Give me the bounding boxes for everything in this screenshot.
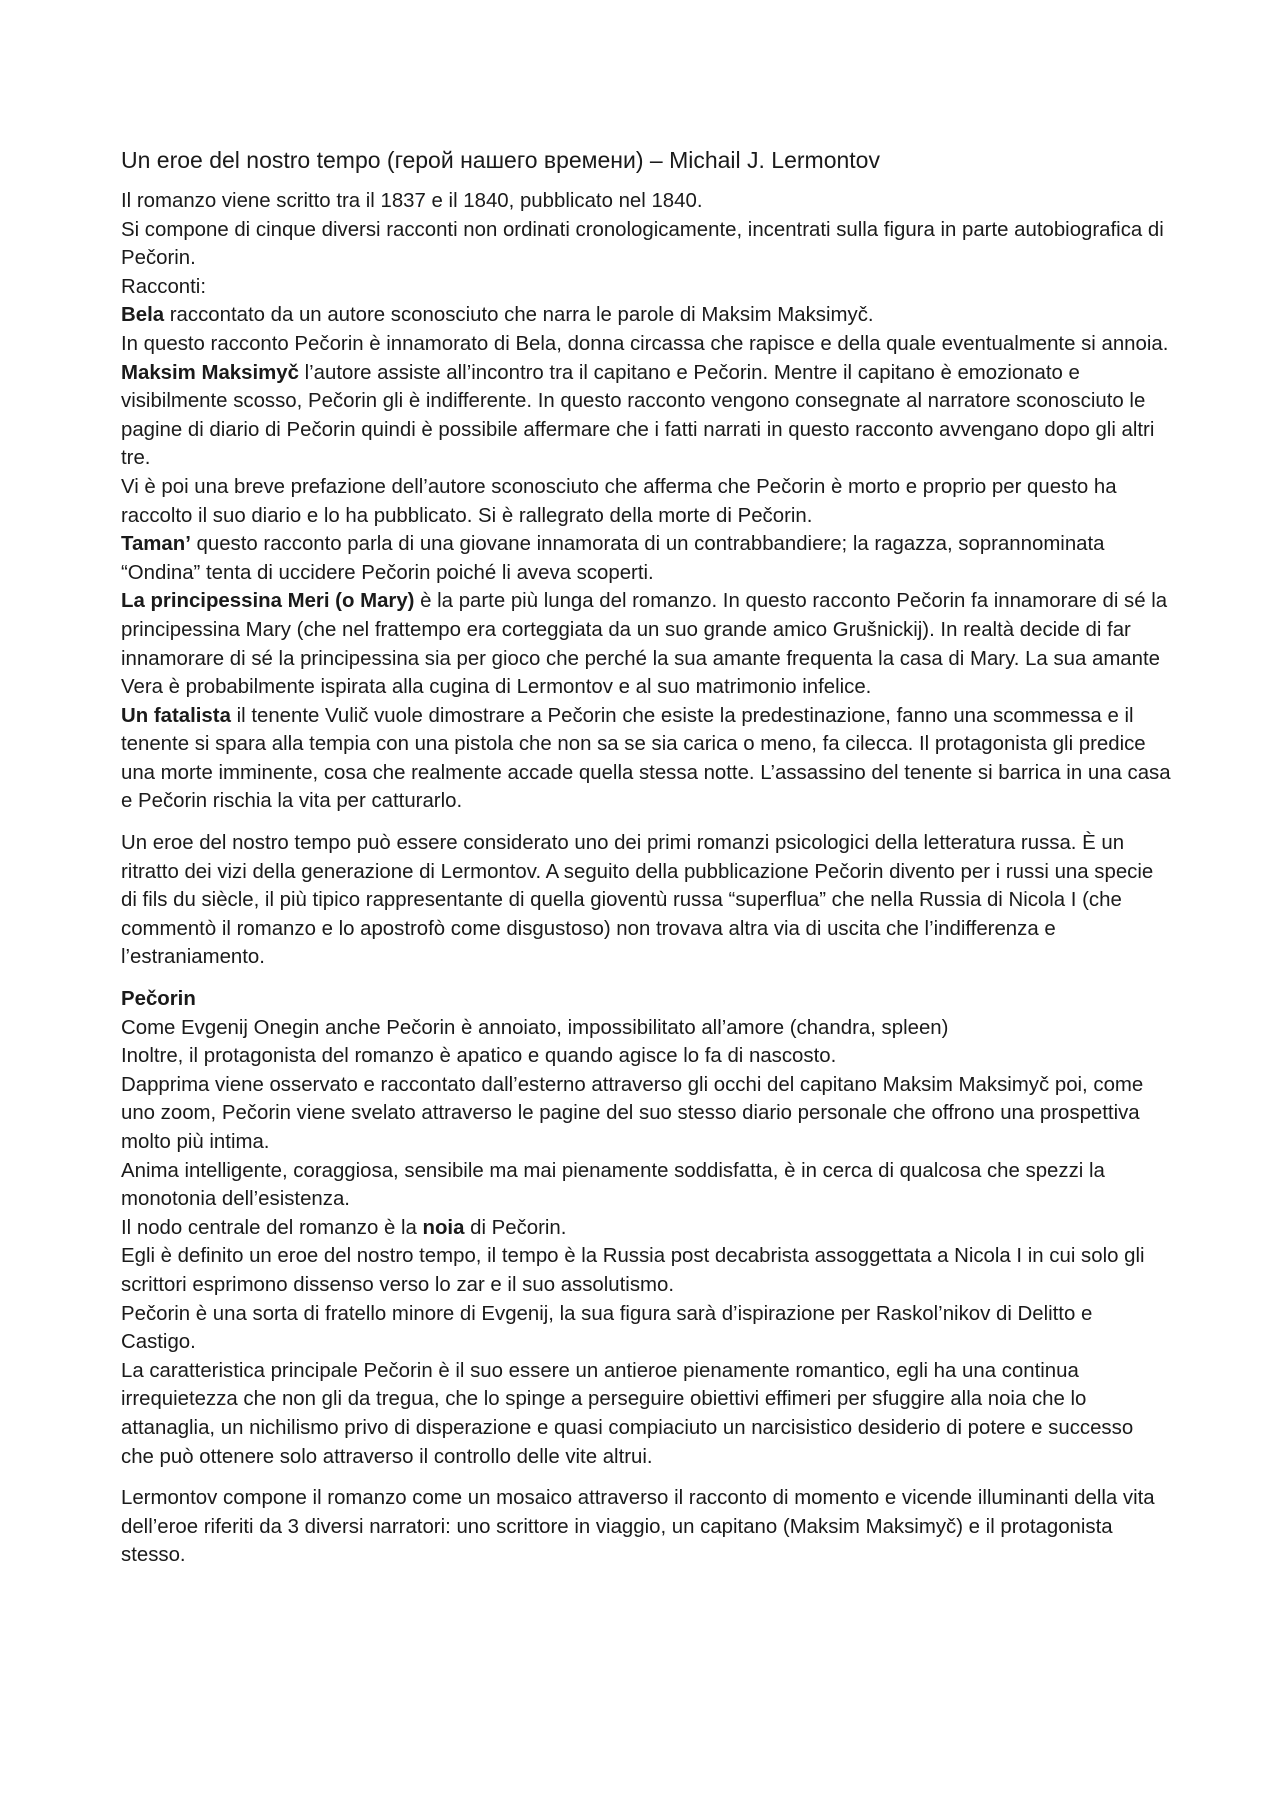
- section-heading-pecorin: Pečorin: [121, 988, 196, 1011]
- racconto-text: raccontato da un autore sconosciuto che narra le parole di Maksim Maksimyč.: [164, 304, 874, 327]
- noia-line: Il nodo centrale del romanzo è la noia di Pečorin.: [121, 1216, 567, 1239]
- pecorin-line: Pečorin è una sorta di fratello minore di Evgenij, la sua figura sarà d’ispirazione per Raskol’nikov di Delitto e Castigo.: [121, 1302, 1093, 1354]
- document-page: [121, 145, 1171, 1570]
- racconto-text: è la parte più lunga del romanzo. In questo racconto Pečorin fa innamorare di sé la principessina Mary (che nel frattempo era corteggiata da un suo grande amico Grušnickij). In realtà decide di far innamorare di sé la principessina sia per gioco che perché la sua amante frequenta la casa di Mary. La sua amante Vera è probabilmente ispirata alla cugina di Lermontov e al suo matrimonio infelice.: [121, 590, 1168, 699]
- racconto-entry: [121, 530, 1171, 587]
- pecorin-line: Come Evgenij Onegin anche Pečorin è annoiato, impossibilitato all’amore (chandra, spleen): [121, 1016, 949, 1039]
- racconto-name: Maksim Maksimyč: [121, 361, 299, 384]
- pecorin-line: Inoltre, il protagonista del romanzo è apatico e quando agisce lo fa di nascosto.: [121, 1045, 837, 1068]
- racconto-entry: [121, 587, 1171, 701]
- racconto-entry: [121, 359, 1171, 473]
- racconto-text: questo racconto parla di una giovane innamorata di un contrabbandiere; la ragazza, soprannominata “Ondina” tenta di uccidere Pečorin poiché li aveva scoperti.: [121, 533, 1105, 584]
- racconto-name: La principessina Meri (o Mary): [121, 590, 415, 613]
- pecorin-line: Dapprima viene osservato e raccontato dall’esterno attraverso gli occhi del capitano Maksim Maksimyč poi, come uno zoom, Pečorin viene svelato attraverso le pagine del suo stesso diario personale che offrono una prospettiva molto più intima.: [121, 1073, 1144, 1153]
- racconto-entry: [121, 473, 1171, 530]
- racconto-text: In questo racconto Pečorin è innamorato di Bela, donna circassa che rapisce e della quale eventualmente si annoia.: [121, 332, 1169, 355]
- racconto-name: Un fatalista: [121, 704, 231, 727]
- racconto-name: Taman’: [121, 533, 191, 556]
- racconto-entry: [121, 702, 1171, 816]
- intro-line: Il romanzo viene scritto tra il 1837 e il 1840, pubblicato nel 1840.: [121, 190, 703, 212]
- racconto-text: l’autore assiste all’incontro tra il capitano e Pečorin. Mentre il capitano è emozionato e visibilmente scosso, Pečorin gli è indifferente. In questo racconto vengono consegnate al narratore sconosciuto le pagine di diario di Pečorin quindi è possibile affermare che i fatti narrati in questo racconto avvengano dopo gli altri tre.: [121, 361, 1155, 470]
- racconto-text: il tenente Vulič vuole dimostrare a Pečorin che esiste la predestinazione, fanno una scommessa e il tenente si spara alla tempia con una pistola che non sa se sia carica o meno, fa cilecca. Il protagonista gli predice una morte imminente, cosa che realmente accade quella stessa notte. L’assassino del tenente si barrica in una casa e Pečorin rischia la vita per catturarlo.: [121, 704, 1171, 813]
- racconto-entry: [121, 330, 1171, 359]
- document-title: Un eroe del nostro tempo (герой нашего времени) – Michail J. Lermontov: [121, 147, 880, 173]
- noia-keyword: noia: [422, 1216, 465, 1239]
- pecorin-line: Egli è definito un eroe del nostro tempo, il tempo è la Russia post decabrista assoggettata a Nicola I in cui solo gli scrittori esprimono dissenso verso lo zar e il suo assolutismo.: [121, 1245, 1145, 1296]
- intro-line: Racconti:: [121, 275, 206, 298]
- racconto-name: Bela: [121, 304, 165, 327]
- intro-line: Si compone di cinque diversi racconti non ordinati cronologicamente, incentrati sulla figura in parte autobiografica di Pečorin.: [121, 218, 1164, 270]
- paragraph-psicologico: Un eroe del nostro tempo può essere considerato uno dei primi romanzi psicologici della letteratura russa. È un ritratto dei vizi della generazione di Lermontov. A seguito della pubblicazione Pečorin divento per i russi una specie di fils du siècle, il più tipico rappresentante di quella gioventù russa “superflua” che nella Russia di Nicola I (che commentò il romanzo e lo apostrofò come disgustoso) non trovava altra via di uscita che l’indifferenza e l’estraniamento.: [121, 832, 1154, 969]
- racconto-text: Vi è poi una breve prefazione dell’autore sconosciuto che afferma che Pečorin è morto e proprio per questo ha raccolto il suo diario e lo ha pubblicato. Si è rallegrato della morte di Pečorin.: [121, 475, 1117, 527]
- racconto-entry: [121, 301, 1171, 330]
- pecorin-line: La caratteristica principale Pečorin è il suo essere un antieroe pienamente romantico, egli ha una continua irrequietezza che non gli da tregua, che lo spinge a perseguire obiettivi effimeri per sfuggire alla noia che lo attanaglia, un nichilismo privo di disperazione e quasi compiaciuto un narcisistico desiderio di potere e successo che può ottenere solo attraverso il controllo delle vite altrui.: [121, 1359, 1134, 1468]
- paragraph-final: Lermontov compone il romanzo come un mosaico attraverso il racconto di momento e vicende illuminanti della vita dell’eroe riferiti da 3 diversi narratori: uno scrittore in viaggio, un capitano (Maksim Maksimyč) e il protagonista stesso.: [121, 1487, 1155, 1567]
- pecorin-line: Anima intelligente, coraggiosa, sensibile ma mai pienamente soddisfatta, è in cerca di qualcosa che spezzi la monotonia dell’esistenza.: [121, 1159, 1105, 1211]
